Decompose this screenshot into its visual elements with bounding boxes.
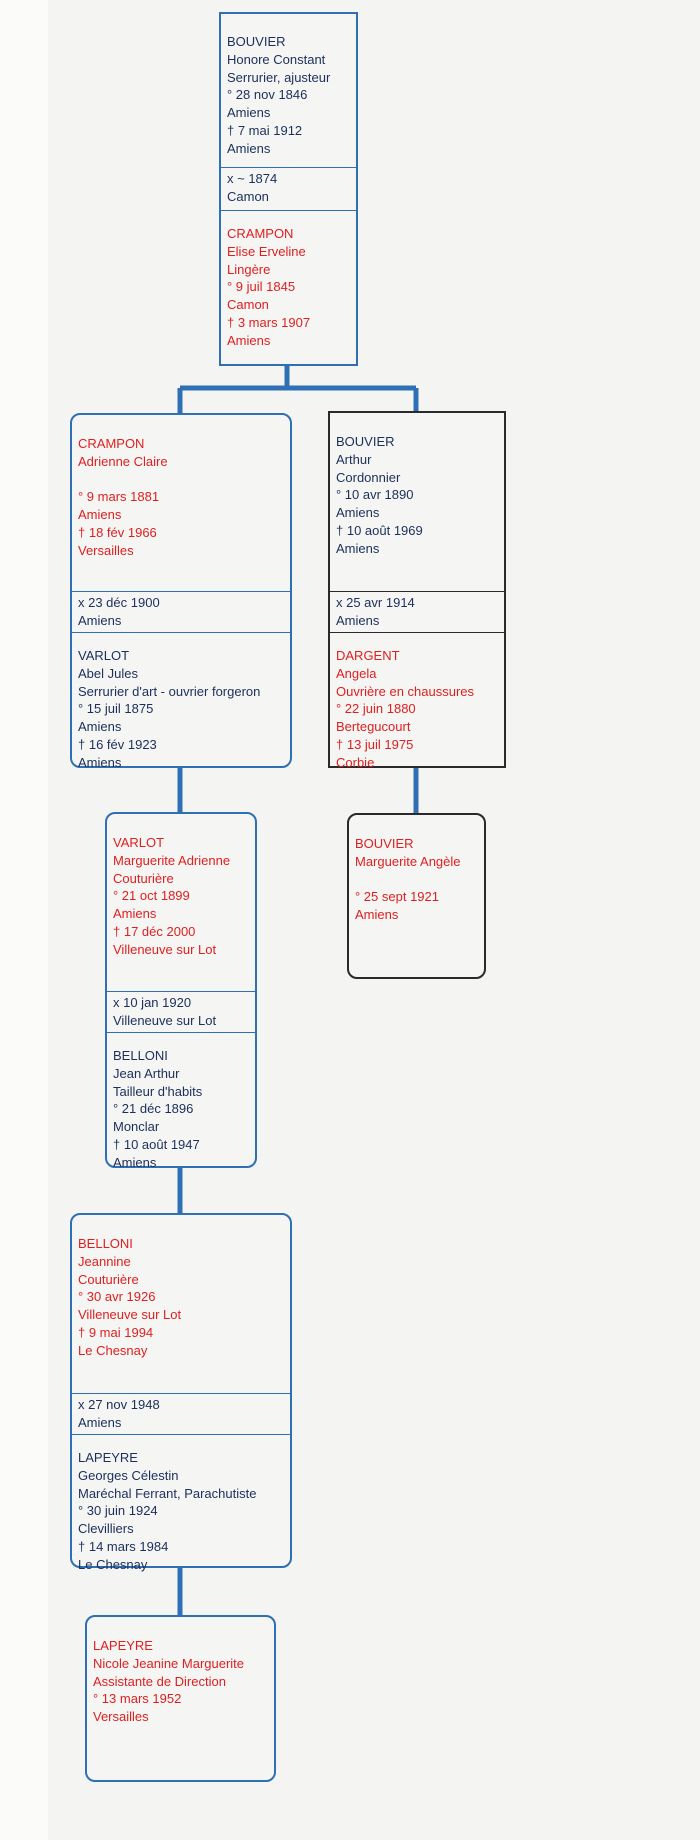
blank-line [78,471,284,489]
birth-date: ° 9 mars 1881 [78,489,160,505]
death-date: † 10 août 1969 [336,522,423,538]
marriage-section [72,592,290,632]
surname: BOUVIER [355,836,414,851]
death-date: † 10 août 1947 [113,1136,200,1152]
given-names: Jeannine [78,1253,131,1269]
given-names: Abel Jules [78,665,138,681]
occupation: Serrurier, ajusteur [227,69,331,85]
birth-place: Versailles [93,1709,149,1725]
family-card-bouvier-marguerite [347,813,486,979]
family-card-lapeyre-nicole [85,1615,276,1782]
marriage-date: x 25 avr 1914 [336,595,415,610]
given-names: Jean Arthur [113,1065,180,1081]
death-place: Amiens [113,1154,157,1170]
birth-date: ° 21 oct 1899 [113,888,190,904]
person-section [72,1215,290,1393]
death-date: † 17 déc 2000 [113,923,196,939]
spouse-section [72,633,290,772]
surname: LAPEYRE [78,1450,138,1465]
blank-line [355,871,478,889]
spouse-section [72,1435,290,1574]
birth-place: Monclar [113,1119,160,1135]
occupation: Tailleur d'habits [113,1083,203,1099]
given-names: Angela [336,665,377,681]
surname: BELLONI [78,1236,133,1251]
spouse-section [107,1033,255,1172]
occupation: Ouvrière en chaussures [336,683,475,699]
person-section [107,814,255,991]
birth-place: Camon [227,297,269,313]
marriage-section [107,992,255,1032]
death-date: † 9 mai 1994 [78,1324,154,1340]
occupation: Couturière [78,1271,139,1287]
surname: VARLOT [78,648,130,663]
marriage-section [72,1394,290,1434]
death-place: Le Chesnay [78,1342,148,1358]
family-card-crampon-adrienne [70,413,292,768]
occupation: Assistante de Direction [93,1673,226,1689]
birth-place: Amiens [336,505,380,521]
surname: CRAMPON [78,436,145,451]
marriage-place: Villeneuve sur Lot [113,1012,217,1028]
person-section [87,1617,274,1726]
occupation: Maréchal Ferrant, Parachutiste [78,1485,257,1501]
marriage-date: x 10 jan 1920 [113,995,192,1010]
birth-date: ° 30 avr 1926 [78,1289,156,1305]
surname: BOUVIER [336,434,395,449]
birth-date: ° 15 juil 1875 [78,701,154,717]
given-names: Elise Erveline [227,243,306,259]
death-place: Le Chesnay [78,1556,148,1572]
person-section [72,415,290,591]
surname: VARLOT [113,835,165,850]
birth-date: ° 22 juin 1880 [336,701,416,717]
birth-date: ° 9 juil 1845 [227,279,296,295]
occupation: Cordonnier [336,469,401,485]
given-names: Nicole Jeanine Marguerite [93,1655,245,1671]
occupation: Couturière [113,870,174,886]
birth-place: Clevilliers [78,1521,134,1537]
birth-date: ° 13 mars 1952 [93,1691,182,1707]
death-place: Amiens [336,540,380,556]
given-names: Adrienne Claire [78,453,168,469]
birth-place: Villeneuve sur Lot [78,1307,182,1323]
given-names: Marguerite Angèle [355,853,461,869]
death-date: † 14 mars 1984 [78,1538,169,1554]
spouse-section [221,211,356,350]
birth-date: ° 10 avr 1890 [336,487,414,503]
marriage-section [221,168,356,210]
death-date: † 13 juil 1975 [336,736,414,752]
death-place: Amiens [78,754,122,770]
person-section [349,815,484,924]
death-place: Villeneuve sur Lot [113,941,217,957]
occupation: Serrurier d'art - ouvrier forgeron [78,683,261,699]
marriage-section [330,592,504,632]
birth-date: ° 30 juin 1924 [78,1503,158,1519]
death-place: Amiens [227,332,271,348]
given-names: Arthur [336,451,372,467]
given-names: Honore Constant [227,51,326,67]
birth-place: Amiens [355,907,399,923]
birth-place: Bertegucourt [336,719,411,735]
marriage-place: Camon [227,188,269,204]
birth-date: ° 21 déc 1896 [113,1101,194,1117]
birth-place: Amiens [78,507,122,523]
death-place: Corbie [336,754,375,770]
occupation: Lingère [227,261,271,277]
given-names: Marguerite Adrienne [113,852,231,868]
birth-date: ° 25 sept 1921 [355,889,439,905]
birth-place: Amiens [78,719,122,735]
family-card-varlot-marguerite [105,812,257,1168]
family-card-belloni-jeannine [70,1213,292,1572]
birth-date: ° 28 nov 1846 [227,87,308,103]
death-date: † 7 mai 1912 [227,122,303,138]
birth-place: Amiens [113,906,157,922]
surname: LAPEYRE [93,1638,153,1653]
marriage-place: Amiens [78,1414,122,1430]
connector-root-to-children [180,366,416,413]
person-section [330,413,504,591]
spouse-section [330,633,504,772]
death-place: Versailles [78,542,134,558]
surname: BELLONI [113,1048,168,1063]
death-date: † 16 fév 1923 [78,736,157,752]
marriage-date: x ~ 1874 [227,171,278,186]
person-section [221,14,356,167]
marriage-date: x 27 nov 1948 [78,1397,160,1412]
birth-place: Amiens [227,105,271,121]
family-card-bouvier-arthur [328,411,506,768]
surname: DARGENT [336,648,400,663]
marriage-place: Amiens [78,612,122,628]
marriage-place: Amiens [336,612,380,628]
death-date: † 18 fév 1966 [78,524,157,540]
family-card-bouvier-honore [219,12,358,366]
death-place: Amiens [227,140,271,156]
surname: CRAMPON [227,226,294,241]
death-date: † 3 mars 1907 [227,314,311,330]
surname: BOUVIER [227,34,286,49]
given-names: Georges Célestin [78,1467,179,1483]
marriage-date: x 23 déc 1900 [78,595,160,610]
